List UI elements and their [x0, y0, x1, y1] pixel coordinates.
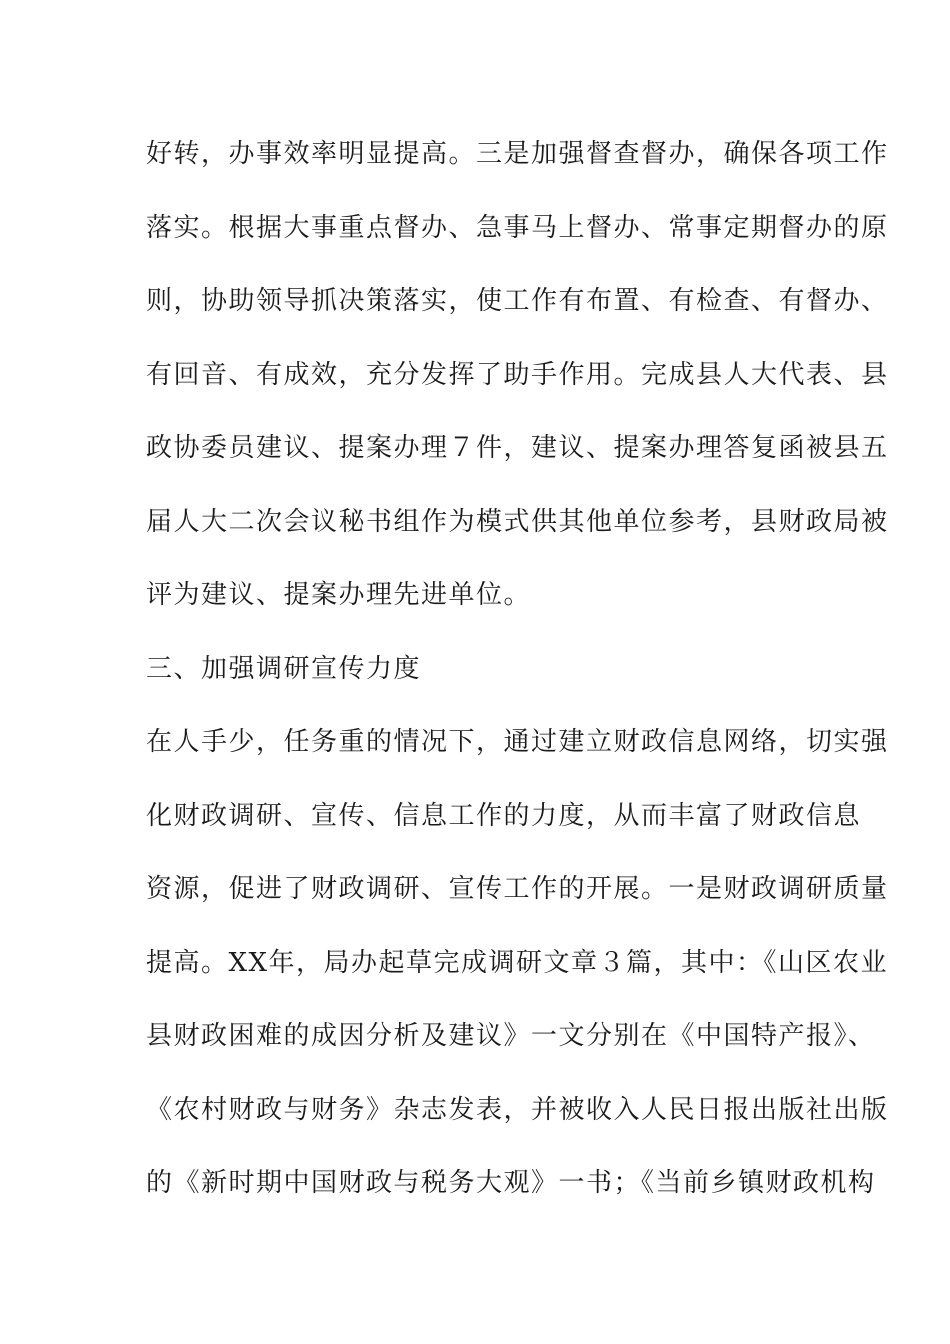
- text-line: 化财政调研、宣传、信息工作的力度，从而丰富了财政信息: [146, 800, 862, 831]
- body-text: [146, 128, 889, 1231]
- text-line: 好转，办事效率明显提高。三是加强督查督办，确保各项工作: [146, 139, 889, 169]
- text-line: 县财政困难的成因分析及建议》一文分别在《中国特产报》、: [146, 1021, 876, 1051]
- text-line: 在人手少，任务重的情况下，通过建立财政信息网络，切实强: [146, 727, 889, 757]
- text-line: 《农村财政与财务》杂志发表，并被收入人民日报出版社出版: [146, 1094, 889, 1125]
- text-line: 落实。根据大事重点督办、急事马上督办、常事定期督办的原: [146, 212, 889, 243]
- text-line: 提高。XX年，局办起草完成调研文章３篇，其中：《山区农业: [146, 947, 889, 978]
- text-line: 届人大二次会议秘书组作为模式供其他单位参考，县财政局被: [146, 506, 889, 537]
- text-line: 则，协助领导抓决策落实，使工作有布置、有检查、有督办、: [146, 286, 889, 316]
- text-line: 资源，促进了财政调研、宣传工作的开展。一是财政调研质量: [146, 874, 889, 904]
- text-line: 政协委员建议、提案办理７件，建议、提案办理答复函被县五: [146, 433, 889, 463]
- text-line: 的《新时期中国财政与税务大观》一书；《当前乡镇财政机构: [146, 1168, 876, 1198]
- text-line: 有回音、有成效，充分发挥了助手作用。完成县人大代表、县: [146, 359, 889, 390]
- section-heading: 三、加强调研宣传力度: [146, 653, 422, 684]
- text-line: 评为建议、提案办理先进单位。: [146, 580, 532, 610]
